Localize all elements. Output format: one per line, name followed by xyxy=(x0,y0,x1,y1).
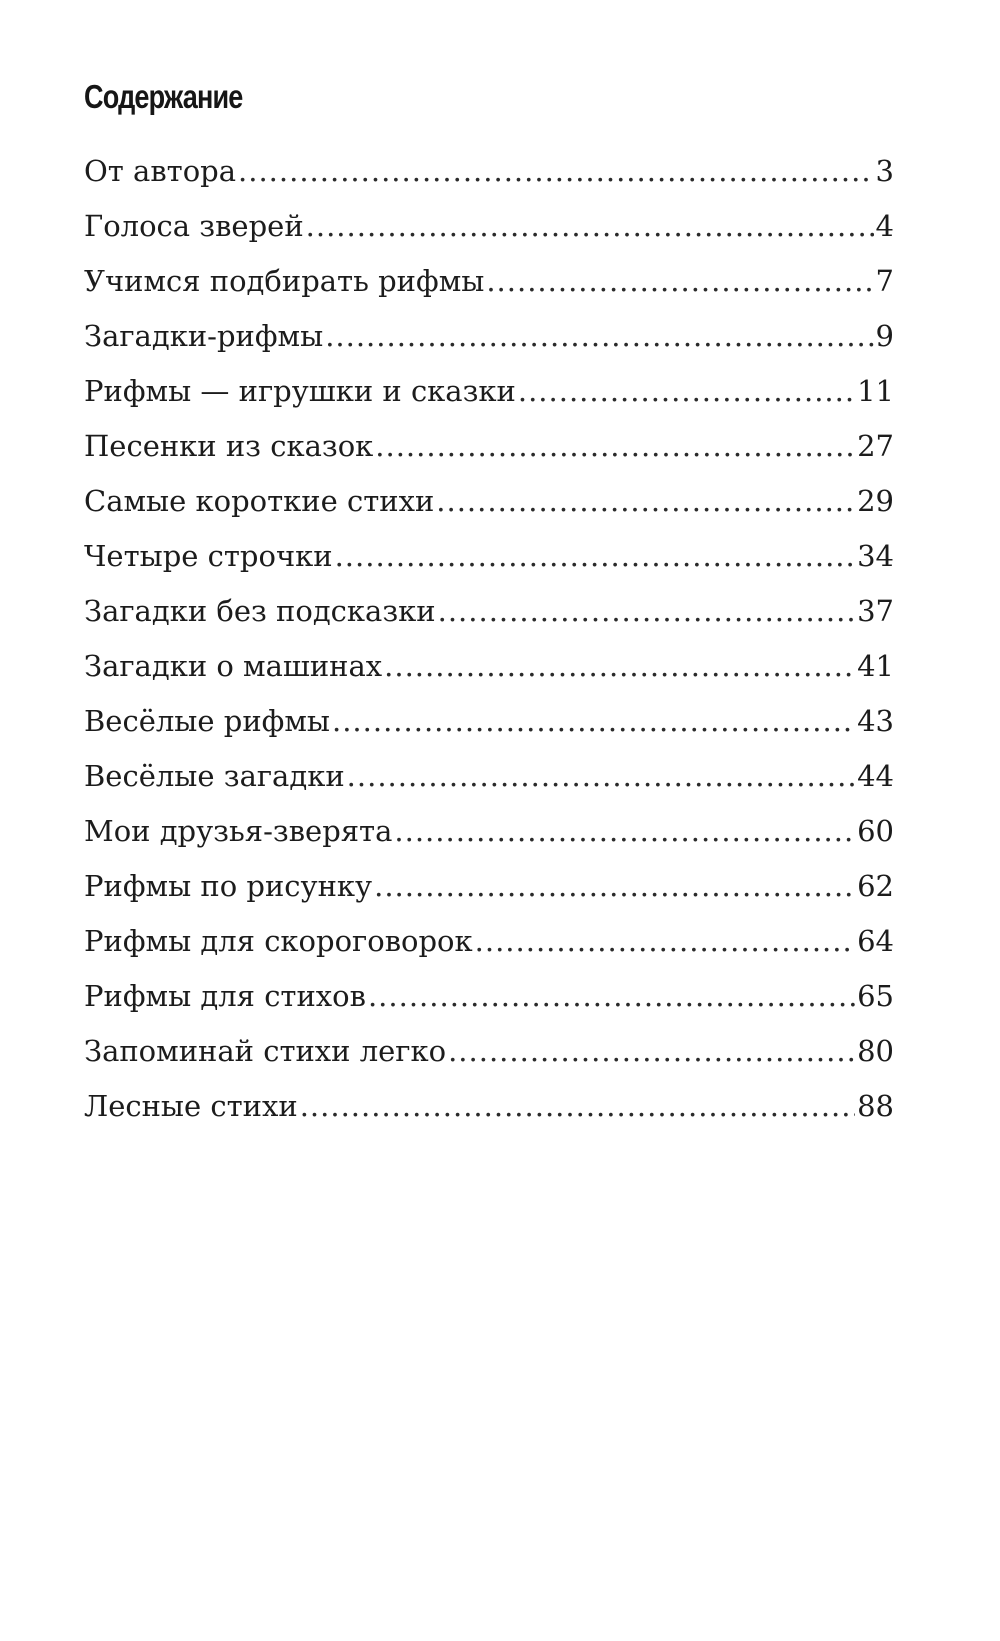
dot-leader xyxy=(306,209,874,243)
contents-entry-title: Весёлые рифмы xyxy=(84,704,330,738)
contents-entry-title: Рифмы — игрушки и сказки xyxy=(84,374,516,408)
contents-entry xyxy=(84,1034,894,1089)
contents-entry xyxy=(84,374,894,429)
dot-leader xyxy=(332,704,855,738)
contents-entry-page-number: 11 xyxy=(857,374,894,408)
contents-entry xyxy=(84,484,894,539)
contents-entry-page-number: 80 xyxy=(857,1034,894,1068)
contents-entry xyxy=(84,814,894,869)
dot-leader xyxy=(438,594,855,628)
dot-leader xyxy=(448,1034,855,1068)
contents-entry-title: Четыре строчки xyxy=(84,539,333,573)
contents-entry-page-number: 43 xyxy=(857,704,894,738)
contents-entry xyxy=(84,704,894,759)
contents-entry xyxy=(84,539,894,594)
contents-entry-title: Весёлые загадки xyxy=(84,759,345,793)
dot-leader xyxy=(384,649,855,683)
contents-entry-page-number: 4 xyxy=(875,209,894,243)
dot-leader xyxy=(486,264,873,298)
contents-entry-title: Рифмы для скороговорок xyxy=(84,924,473,958)
contents-entry-title: От автора xyxy=(84,154,237,188)
dot-leader xyxy=(436,484,855,518)
contents-entry-page-number: 7 xyxy=(875,264,894,298)
contents-entry xyxy=(84,209,894,264)
contents-entry-page-number: 29 xyxy=(857,484,894,518)
contents-entry-page-number: 3 xyxy=(875,154,894,188)
contents-entry-page-number: 9 xyxy=(875,319,894,353)
dot-leader xyxy=(475,924,855,958)
contents-heading: Содержание xyxy=(84,78,243,115)
dot-leader xyxy=(375,429,855,463)
contents-entry xyxy=(84,264,894,319)
dot-leader xyxy=(374,869,855,903)
contents-entry-title: Мои друзья-зверята xyxy=(84,814,393,848)
contents-entry-page-number: 64 xyxy=(857,924,894,958)
contents-entry-page-number: 37 xyxy=(857,594,894,628)
dot-leader xyxy=(347,759,855,793)
dot-leader xyxy=(300,1089,855,1123)
contents-entry-title: Самые короткие стихи xyxy=(84,484,435,518)
dot-leader xyxy=(325,319,873,353)
contents-entry-page-number: 65 xyxy=(857,979,894,1013)
contents-entry-title: Загадки-рифмы xyxy=(84,319,324,353)
contents-entry xyxy=(84,429,894,484)
contents-entry-title: Загадки без подсказки xyxy=(84,594,436,628)
contents-entry xyxy=(84,1089,894,1144)
contents-entry-title: Загадки о машинах xyxy=(84,649,383,683)
contents-entry-title: Рифмы для стихов xyxy=(84,979,366,1013)
contents-entry-title: Голоса зверей xyxy=(84,209,304,243)
dot-leader xyxy=(238,154,874,188)
dot-leader xyxy=(335,539,856,573)
contents-entry-page-number: 88 xyxy=(857,1089,894,1123)
contents-entry-title: Учимся подбирать рифмы xyxy=(84,264,485,298)
contents-entry-page-number: 27 xyxy=(857,429,894,463)
contents-entry-page-number: 62 xyxy=(857,869,894,903)
contents-entry-page-number: 41 xyxy=(857,649,894,683)
contents-entry-page-number: 34 xyxy=(857,539,894,573)
contents-entry xyxy=(84,979,894,1034)
contents-list xyxy=(84,154,894,1144)
contents-entry xyxy=(84,594,894,649)
contents-entry xyxy=(84,649,894,704)
contents-entry xyxy=(84,319,894,374)
contents-entry-page-number: 60 xyxy=(857,814,894,848)
contents-entry-title: Лесные стихи xyxy=(84,1089,298,1123)
contents-entry xyxy=(84,759,894,814)
contents-entry xyxy=(84,869,894,924)
contents-entry xyxy=(84,154,894,209)
contents-entry-title: Песенки из сказок xyxy=(84,429,374,463)
dot-leader xyxy=(518,374,855,408)
contents-entry-page-number: 44 xyxy=(857,759,894,793)
dot-leader xyxy=(368,979,855,1013)
contents-entry-title: Рифмы по рисунку xyxy=(84,869,373,903)
contents-entry-title: Запоминай стихи легко xyxy=(84,1034,447,1068)
contents-entry xyxy=(84,924,894,979)
dot-leader xyxy=(394,814,855,848)
